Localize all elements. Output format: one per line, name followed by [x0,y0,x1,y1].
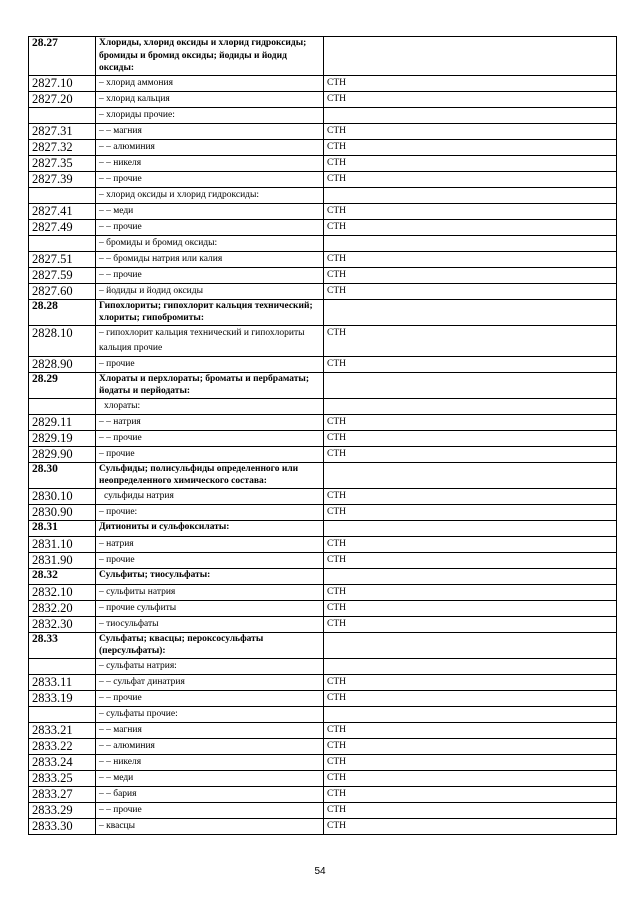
name-cell: – прочие [96,446,324,462]
document-cell [324,658,617,674]
name-cell: – – никеля [96,155,324,171]
table-row [29,325,617,356]
table-row [29,600,617,616]
table-row [29,430,617,446]
table-row [29,722,617,738]
document-page [28,36,616,835]
table-row [29,123,617,139]
table-row [29,414,617,430]
code-cell [29,187,96,203]
table-row [29,616,617,632]
code-cell: 2827.51 [29,251,96,267]
table-row [29,107,617,123]
table-row [29,802,617,818]
document-cell: СТН [324,770,617,786]
name-cell: – – никеля [96,754,324,770]
table-row [29,658,617,674]
name-cell: – – натрия [96,414,324,430]
table-row [29,91,617,107]
name-cell: – – магния [96,722,324,738]
table-row [29,488,617,504]
heading-name-cell: Гипохлориты; гипохлорит кальция технический; хлориты; гипобромиты: [96,299,324,325]
code-cell: 2831.90 [29,552,96,568]
code-cell: 2829.19 [29,430,96,446]
document-cell [324,107,617,123]
table-row [29,786,617,802]
code-cell [29,398,96,414]
name-cell: – – прочие [96,430,324,446]
code-cell: 2833.11 [29,674,96,690]
page-number: 54 [314,866,326,877]
document-cell [324,372,617,398]
document-cell: СТН [324,283,617,299]
code-cell [29,658,96,674]
heading-code-cell: 28.33 [29,632,96,658]
document-cell: СТН [324,219,617,235]
document-cell: СТН [324,139,617,155]
code-cell: 2827.32 [29,139,96,155]
code-cell [29,235,96,251]
name-cell: – сульфаты натрия: [96,658,324,674]
document-cell [324,462,617,488]
heading-code-cell: 28.29 [29,372,96,398]
code-cell: 2833.21 [29,722,96,738]
heading-code-cell: 28.30 [29,462,96,488]
name-cell: – – бария [96,786,324,802]
code-cell: 2833.25 [29,770,96,786]
code-cell: 2828.10 [29,325,96,356]
name-cell: – – прочие [96,219,324,235]
code-cell: 2827.39 [29,171,96,187]
name-cell: – – бромиды натрия или калия [96,251,324,267]
document-cell: СТН [324,414,617,430]
tariff-code-table [28,36,617,835]
document-cell [324,37,617,76]
table-row [29,584,617,600]
table-row [29,283,617,299]
name-cell: – сульфиты натрия [96,584,324,600]
code-cell [29,107,96,123]
document-cell: СТН [324,616,617,632]
name-cell: – – алюминия [96,139,324,155]
code-cell: 2827.49 [29,219,96,235]
name-cell: хлораты: [96,398,324,414]
document-cell: СТН [324,600,617,616]
code-cell: 2833.30 [29,818,96,834]
name-cell: – – прочие [96,690,324,706]
name-cell: – гипохлорит кальция технический и гипохлориты кальция прочие [96,325,324,356]
name-cell: – прочие [96,356,324,372]
document-cell: СТН [324,91,617,107]
heading-code-cell: 28.28 [29,299,96,325]
name-cell: – прочие: [96,504,324,520]
heading-row [29,568,617,584]
document-cell: СТН [324,536,617,552]
table-row [29,203,617,219]
document-cell: СТН [324,155,617,171]
document-cell: СТН [324,584,617,600]
document-cell [324,520,617,536]
code-cell: 2829.11 [29,414,96,430]
heading-name-cell: Сульфиты; тиосульфаты: [96,568,324,584]
name-cell: – йодиды и йодид оксиды [96,283,324,299]
code-cell: 2827.59 [29,267,96,283]
table-row [29,155,617,171]
document-cell [324,632,617,658]
name-cell: – – прочие [96,802,324,818]
table-row [29,738,617,754]
document-cell: СТН [324,75,617,91]
document-cell: СТН [324,674,617,690]
code-cell: 2832.30 [29,616,96,632]
table-row [29,690,617,706]
heading-code-cell: 28.31 [29,520,96,536]
document-cell: СТН [324,552,617,568]
table-row [29,267,617,283]
code-cell: 2830.10 [29,488,96,504]
table-row [29,139,617,155]
name-cell: – хлорид оксиды и хлорид гидроксиды: [96,187,324,203]
code-cell: 2831.10 [29,536,96,552]
name-cell: – сульфаты прочие: [96,706,324,722]
table-row [29,754,617,770]
code-cell: 2827.10 [29,75,96,91]
heading-name-cell: Хлораты и перхлораты; броматы и пербраматы; йодаты и перйодаты: [96,372,324,398]
heading-row [29,299,617,325]
heading-row [29,520,617,536]
code-cell: 2827.31 [29,123,96,139]
code-cell: 2833.29 [29,802,96,818]
code-cell: 2832.20 [29,600,96,616]
code-cell: 2827.35 [29,155,96,171]
name-cell: – – меди [96,203,324,219]
document-cell: СТН [324,325,617,356]
document-cell: СТН [324,430,617,446]
table-row [29,171,617,187]
heading-code-cell: 28.32 [29,568,96,584]
table-row [29,187,617,203]
document-cell: СТН [324,203,617,219]
document-cell: СТН [324,754,617,770]
table-row [29,770,617,786]
document-cell: СТН [324,786,617,802]
table-body [29,37,617,835]
table-row [29,706,617,722]
name-cell: – хлорид кальция [96,91,324,107]
name-cell: – – прочие [96,171,324,187]
code-cell: 2827.41 [29,203,96,219]
code-cell: 2829.90 [29,446,96,462]
document-cell: СТН [324,722,617,738]
table-row [29,219,617,235]
document-cell: СТН [324,446,617,462]
document-cell: СТН [324,690,617,706]
document-cell [324,568,617,584]
document-cell: СТН [324,738,617,754]
name-cell: – – меди [96,770,324,786]
code-cell: 2827.60 [29,283,96,299]
code-cell: 2827.20 [29,91,96,107]
table-row [29,75,617,91]
heading-code-cell: 28.27 [29,37,96,76]
code-cell: 2828.90 [29,356,96,372]
code-cell: 2833.24 [29,754,96,770]
table-row [29,818,617,834]
name-cell: – – прочие [96,267,324,283]
name-cell: – бромиды и бромид оксиды: [96,235,324,251]
table-row [29,398,617,414]
document-cell: СТН [324,171,617,187]
name-cell: – прочие [96,552,324,568]
name-cell: – – магния [96,123,324,139]
name-cell: – тиосульфаты [96,616,324,632]
document-cell: СТН [324,488,617,504]
name-cell: – хлорид аммония [96,75,324,91]
code-cell: 2833.27 [29,786,96,802]
heading-name-cell: Сульфиды; полисульфиды определенного или неопределенного химического состава: [96,462,324,488]
name-cell: – натрия [96,536,324,552]
code-cell [29,706,96,722]
name-cell: – хлориды прочие: [96,107,324,123]
document-cell: СТН [324,123,617,139]
table-row [29,552,617,568]
heading-row [29,37,617,76]
heading-name-cell: Хлориды, хлорид оксиды и хлорид гидроксиды; бромиды и бромид оксиды; йодиды и йодид оксиды: [96,37,324,76]
document-cell: СТН [324,356,617,372]
document-cell: СТН [324,504,617,520]
table-row [29,536,617,552]
table-row [29,674,617,690]
table-row [29,446,617,462]
heading-name-cell: Дитиониты и сульфоксилаты: [96,520,324,536]
table-row [29,251,617,267]
heading-row [29,372,617,398]
heading-row [29,632,617,658]
document-cell: СТН [324,818,617,834]
name-cell: – – сульфат динатрия [96,674,324,690]
name-cell: сульфиды натрия [96,488,324,504]
heading-name-cell: Сульфаты; квасцы; пероксосульфаты (персульфаты): [96,632,324,658]
table-row [29,356,617,372]
code-cell: 2832.10 [29,584,96,600]
document-cell: СТН [324,802,617,818]
table-row [29,504,617,520]
code-cell: 2833.22 [29,738,96,754]
document-cell: СТН [324,251,617,267]
document-cell [324,235,617,251]
code-cell: 2830.90 [29,504,96,520]
code-cell: 2833.19 [29,690,96,706]
document-cell [324,299,617,325]
table-row [29,235,617,251]
document-cell: СТН [324,267,617,283]
name-cell: – – алюминия [96,738,324,754]
document-cell [324,706,617,722]
name-cell: – квасцы [96,818,324,834]
name-cell: – прочие сульфиты [96,600,324,616]
heading-row [29,462,617,488]
document-cell [324,187,617,203]
document-cell [324,398,617,414]
